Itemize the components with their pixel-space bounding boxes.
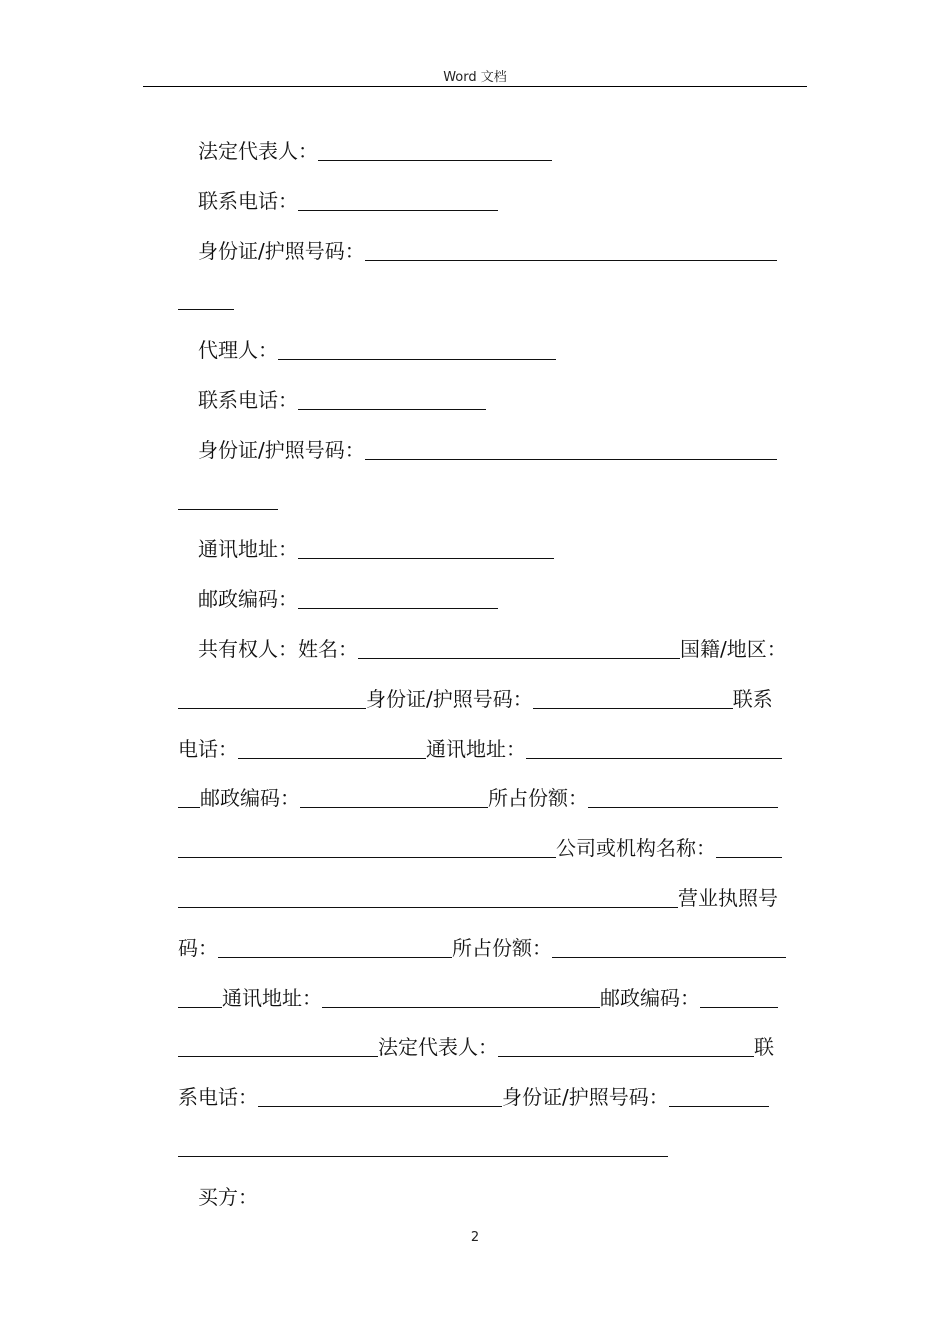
field-label: 身份证/护照号码： xyxy=(198,239,365,263)
fill-in-blank[interactable] xyxy=(526,740,782,759)
fill-in-blank[interactable] xyxy=(318,142,552,161)
fill-in-blank[interactable] xyxy=(322,989,600,1008)
fill-in-blank[interactable] xyxy=(258,1088,502,1107)
form-line xyxy=(198,636,822,662)
field-label: 码： xyxy=(178,936,218,960)
fill-in-blank[interactable] xyxy=(358,640,680,659)
form-line xyxy=(178,1034,802,1060)
fill-in-blank[interactable] xyxy=(552,939,786,958)
field-label: 系电话： xyxy=(178,1085,258,1109)
field-label: 联 xyxy=(754,1035,774,1059)
fill-in-blank[interactable] xyxy=(178,839,556,858)
field-label: 所占份额： xyxy=(488,786,588,810)
fill-in-blank[interactable] xyxy=(498,1038,754,1057)
fill-in-blank[interactable] xyxy=(178,789,200,808)
field-label: 身份证/护照号码： xyxy=(502,1085,669,1109)
field-label: 法定代表人： xyxy=(198,139,318,163)
page-header: Word 文档 xyxy=(443,70,507,85)
form-line xyxy=(178,287,802,313)
fill-in-blank[interactable] xyxy=(218,939,452,958)
form-line xyxy=(178,785,802,811)
field-label: 国籍/地区： xyxy=(680,637,787,661)
field-label: 通讯地址： xyxy=(222,986,322,1010)
form-line xyxy=(178,686,802,712)
fill-in-blank[interactable] xyxy=(178,491,278,510)
fill-in-blank[interactable] xyxy=(178,291,234,310)
form-line xyxy=(178,1084,802,1110)
field-label: 联系电话： xyxy=(198,189,298,213)
form-line xyxy=(198,138,822,164)
fill-in-blank[interactable] xyxy=(178,989,222,1008)
form-line xyxy=(198,387,822,413)
form-line xyxy=(178,885,802,911)
field-label: 联系电话： xyxy=(198,388,298,412)
form-line xyxy=(178,736,802,762)
field-label: 邮政编码： xyxy=(198,587,298,611)
field-label: 联系 xyxy=(732,687,773,711)
field-label: 身份证/护照号码： xyxy=(366,687,533,711)
fill-in-blank[interactable] xyxy=(533,690,733,709)
field-label: 法定代表人： xyxy=(378,1035,498,1059)
form-line xyxy=(198,536,822,562)
fill-in-blank[interactable] xyxy=(716,839,782,858)
form-line xyxy=(178,985,802,1011)
form-line xyxy=(198,437,822,463)
fill-in-blank[interactable] xyxy=(669,1088,769,1107)
field-label: 通讯地址： xyxy=(426,737,526,761)
fill-in-blank[interactable] xyxy=(178,1038,378,1057)
form-line xyxy=(198,337,822,363)
form-line xyxy=(178,1134,802,1160)
fill-in-blank[interactable] xyxy=(298,540,554,559)
header-divider xyxy=(143,86,807,87)
fill-in-blank[interactable] xyxy=(365,242,777,261)
fill-in-blank[interactable] xyxy=(178,889,678,908)
form-line xyxy=(178,487,802,513)
fill-in-blank[interactable] xyxy=(238,740,426,759)
fill-in-blank[interactable] xyxy=(300,789,488,808)
field-label: 身份证/护照号码： xyxy=(198,438,365,462)
form-line xyxy=(198,586,822,612)
field-label: 公司或机构名称： xyxy=(556,836,716,860)
field-label: 共有权人：姓名： xyxy=(198,637,358,661)
fill-in-blank[interactable] xyxy=(588,789,778,808)
fill-in-blank[interactable] xyxy=(298,192,498,211)
field-label: 邮政编码： xyxy=(600,986,700,1010)
fill-in-blank[interactable] xyxy=(365,441,777,460)
field-label: 电话： xyxy=(178,737,238,761)
fill-in-blank[interactable] xyxy=(298,590,498,609)
page-number: 2 xyxy=(470,1230,480,1245)
field-label: 通讯地址： xyxy=(198,537,298,561)
fill-in-blank[interactable] xyxy=(278,341,556,360)
fill-in-blank[interactable] xyxy=(178,690,366,709)
field-label: 营业执照号 xyxy=(678,886,778,910)
field-label: 邮政编码： xyxy=(200,786,300,810)
field-label: 买方： xyxy=(198,1185,258,1209)
form-line xyxy=(198,188,822,214)
form-line xyxy=(178,935,802,961)
form-line xyxy=(198,1184,822,1210)
fill-in-blank[interactable] xyxy=(700,989,778,1008)
form-line xyxy=(178,835,802,861)
form-line xyxy=(198,238,822,264)
fill-in-blank[interactable] xyxy=(298,391,486,410)
field-label: 所占份额： xyxy=(452,936,552,960)
field-label: 代理人： xyxy=(198,338,278,362)
fill-in-blank[interactable] xyxy=(178,1138,668,1157)
